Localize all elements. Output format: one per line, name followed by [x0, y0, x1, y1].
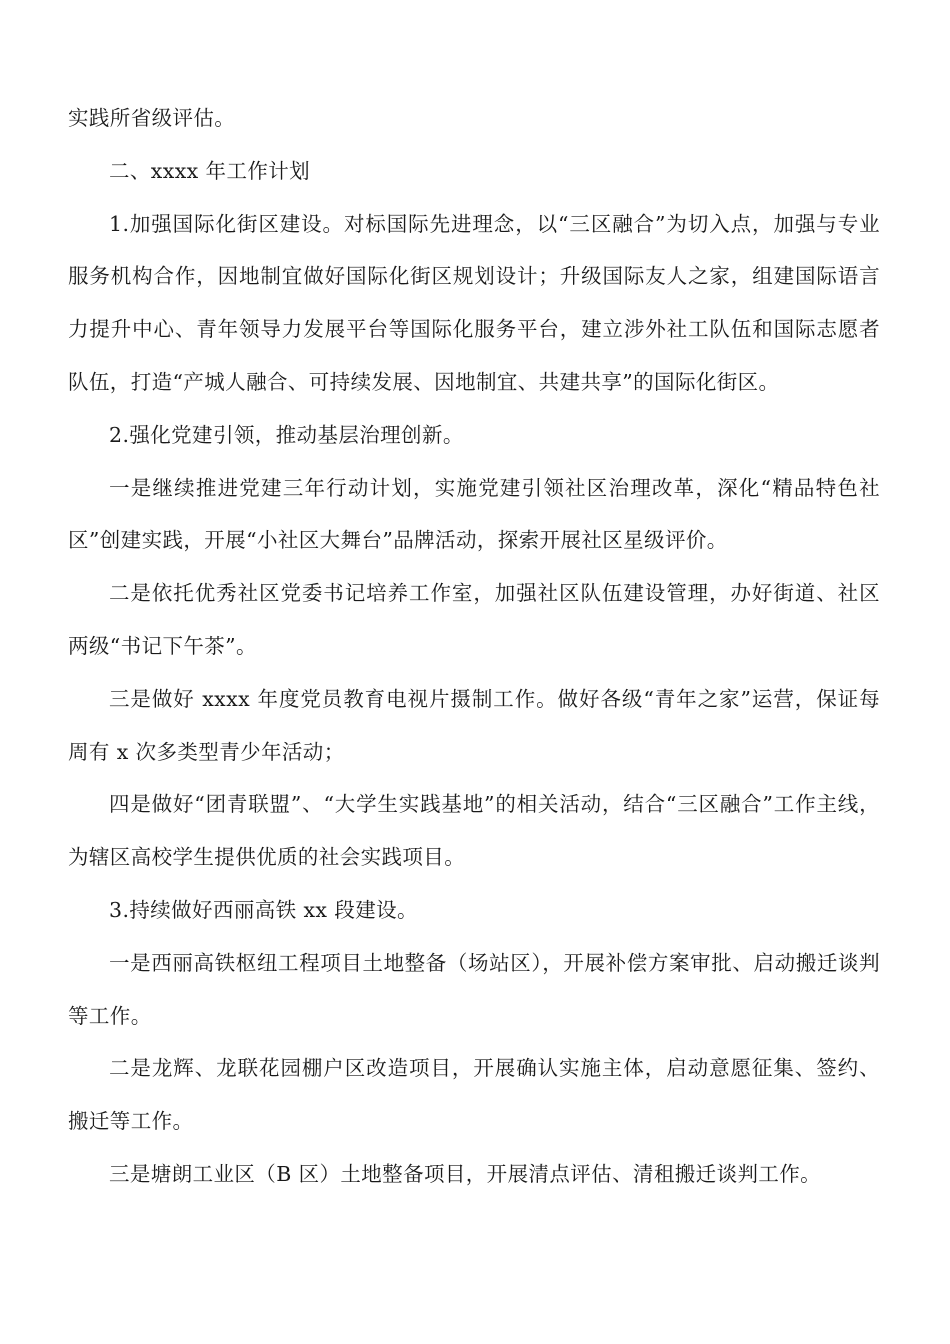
- section-heading-work-plan: 二、xxxx 年工作计划: [109, 158, 311, 183]
- item-3-point-2: 二是龙辉、龙联花园棚户区改造项目，开展确认实施主体，启动意愿征集、签约、搬迁等工作。: [68, 1056, 880, 1134]
- item-3-high-speed-rail: 3.持续做好西丽高铁 xx 段建设。: [109, 897, 418, 922]
- document-body: [68, 92, 880, 1201]
- item-3-point-3: 三是塘朗工业区（B 区）土地整备项目，开展清点评估、清租搬迁谈判工作。: [109, 1161, 822, 1186]
- paragraph-continuation: 实践所省级评估。: [68, 106, 236, 130]
- item-2-party-building: 2.强化党建引领，推动基层治理创新。: [109, 422, 464, 447]
- item-2-point-4: 四是做好“团青联盟”、“大学生实践基地”的相关活动，结合“三区融合”工作主线，为辖区高校学生提供优质的社会实践项目。: [68, 792, 880, 870]
- item-2-point-2: 二是依托优秀社区党委书记培养工作室，加强社区队伍建设管理，办好街道、社区两级“书记下午茶”。: [68, 581, 880, 658]
- item-3-point-1: 一是西丽高铁枢纽工程项目土地整备（场站区），开展补偿方案审批、启动搬迁谈判等工作。: [68, 950, 880, 1028]
- item-2-point-1: 一是继续推进党建三年行动计划，实施党建引领社区治理改革，深化“精品特色社区”创建实践，开展“小社区大舞台”品牌活动，探索开展社区星级评价。: [68, 475, 880, 553]
- item-1-international-district: 1.加强国际化街区建设。对标国际先进理念，以“三区融合”为切入点，加强与专业服务机构合作，因地制宜做好国际化街区规划设计；升级国际友人之家，组建国际语言力提升中心、青年领导力发展平台等国际化服务平台，建立涉外社工队伍和国际志愿者队伍，打造“产城人融合、可持续发展、因地制宜、共建共享”的国际化街区。: [68, 211, 880, 394]
- item-2-point-3: 三是做好 xxxx 年度党员教育电视片摄制工作。做好各级“青年之家”运营，保证每周有 x 次多类型青少年活动；: [68, 686, 880, 764]
